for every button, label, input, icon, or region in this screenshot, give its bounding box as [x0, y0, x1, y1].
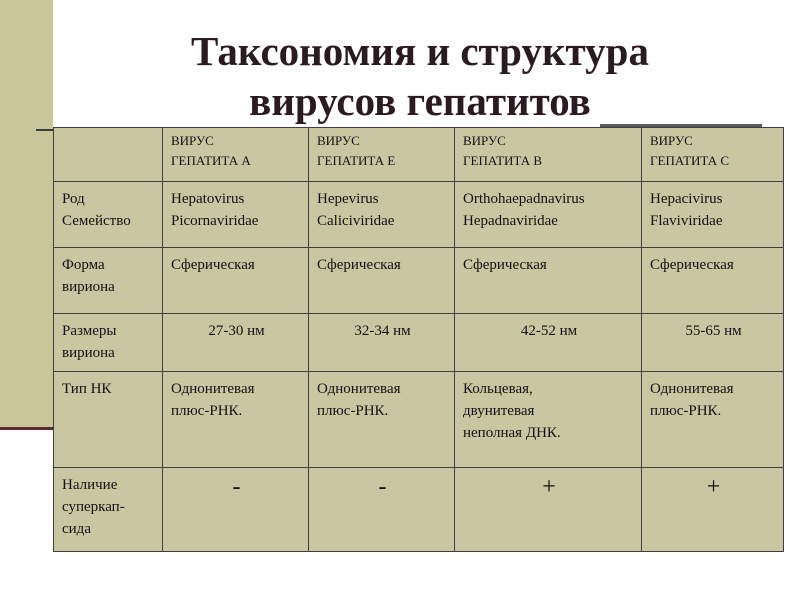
table-cell: Сферическая [163, 248, 309, 314]
row-label: Тип НК [54, 372, 163, 468]
table-cell: Сферическая [455, 248, 642, 314]
header-cell-hepatitis-a: ВИРУС ГЕПАТИТА А [163, 128, 309, 182]
row-label: Размеры вириона [54, 314, 163, 372]
hepatitis-virus-table [53, 127, 784, 552]
table-cell: 55-65 нм [642, 314, 784, 372]
table-cell: 27-30 нм [163, 314, 309, 372]
table-cell: - [163, 468, 309, 552]
table-header-row [54, 128, 784, 182]
table-cell: + [642, 468, 784, 552]
table-cell: Hepevirus Caliciviridae [309, 182, 455, 248]
table-cell: Кольцевая, двунитевая неполная ДНК. [455, 372, 642, 468]
table-cell: 42-52 нм [455, 314, 642, 372]
table-row-virion-size [54, 314, 784, 372]
table-row-supercapsid [54, 468, 784, 552]
table-row-genus-family [54, 182, 784, 248]
header-cell-empty [54, 128, 163, 182]
table-cell: Orthohaepadnavirus Hepadnaviridae [455, 182, 642, 248]
table-row-nucleic-acid [54, 372, 784, 468]
table-cell: Однонитевая плюс-РНК. [309, 372, 455, 468]
table-cell: Hepacivirus Flaviviridae [642, 182, 784, 248]
table-row-virion-shape [54, 248, 784, 314]
table-cell: Сферическая [309, 248, 455, 314]
header-cell-hepatitis-e: ВИРУС ГЕПАТИТА Е [309, 128, 455, 182]
slide-title-line-1: Таксономия и структура [191, 28, 649, 74]
side-bar-marker [0, 427, 53, 430]
table-cell: Hepatovirus Picornaviridae [163, 182, 309, 248]
row-label: Наличие суперкап- сида [54, 468, 163, 552]
row-label: Род Семейство [54, 182, 163, 248]
table-cell: 32-34 нм [309, 314, 455, 372]
header-cell-hepatitis-c: ВИРУС ГЕПАТИТА С [642, 128, 784, 182]
table-cell: - [309, 468, 455, 552]
table-cell: Сферическая [642, 248, 784, 314]
table-cell: Однонитевая плюс-РНК. [163, 372, 309, 468]
row-label: Форма вириона [54, 248, 163, 314]
decorative-side-bar [0, 0, 53, 428]
header-cell-hepatitis-b: ВИРУС ГЕПАТИТА В [455, 128, 642, 182]
slide-title-line-2: вирусов гепатитов [249, 78, 591, 124]
table-cell: + [455, 468, 642, 552]
slide-title [100, 26, 740, 126]
table-cell: Однонитевая плюс-РНК. [642, 372, 784, 468]
